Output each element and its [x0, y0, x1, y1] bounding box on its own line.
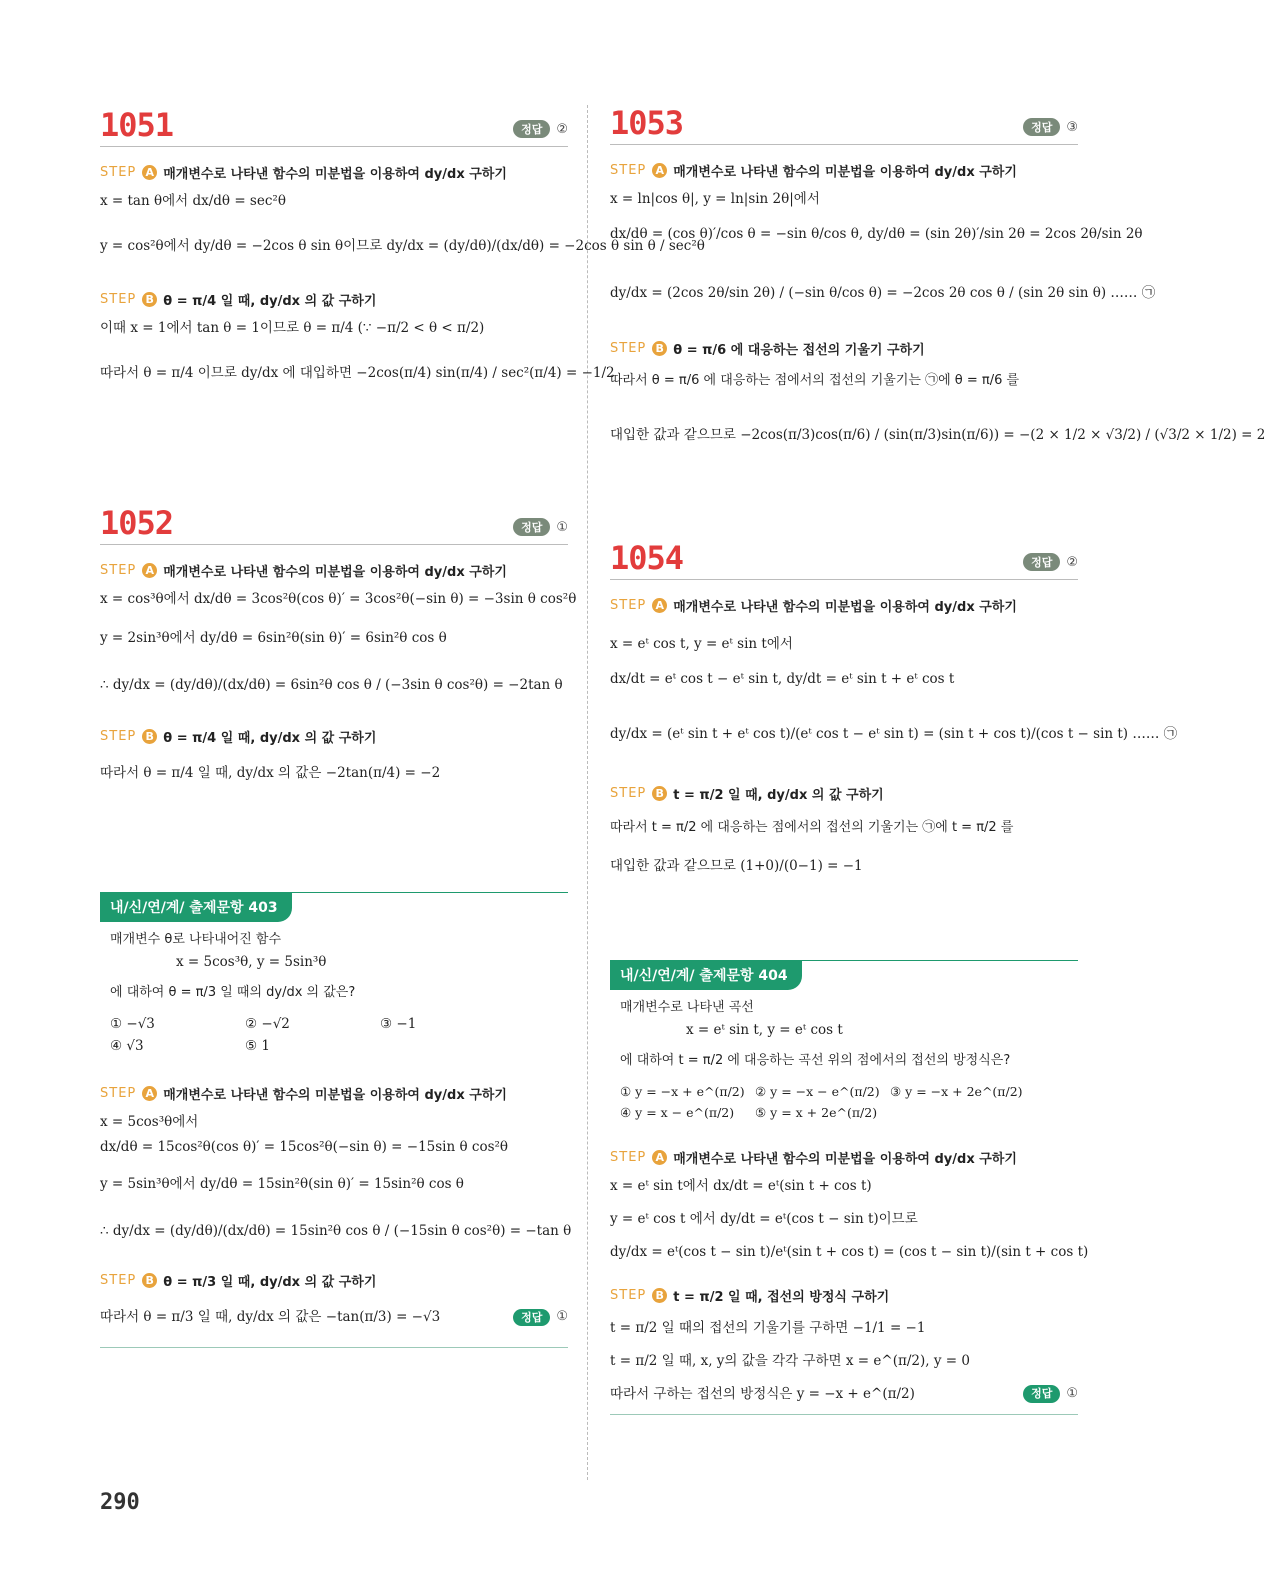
solution-line: y = 2sin³θ에서 dy/dθ = 6sin²θ(sin θ)′ = 6sin²θ cos θ [100, 629, 447, 646]
answer-choices [620, 1084, 1068, 1120]
solution-line: 대입한 값과 같으므로 (1+0)/(0−1) = −1 [610, 857, 863, 874]
choice[interactable]: ① y = −x + e^(π/2) [620, 1084, 745, 1100]
final-answer-line: 따라서 구하는 접선의 방정식은 y = −x + e^(π/2) 정답 ① [610, 1385, 1078, 1402]
callout-end-rule [100, 1347, 568, 1348]
solution-line: dy/dx = (2cos 2θ/sin 2θ) / (−sin θ/cos θ) = −2cos 2θ cos θ / (sin 2θ sin θ) …… ㉠ [610, 284, 1156, 301]
solution-line: 따라서 θ = π/6 에 대응하는 점에서의 접선의 기울기는 ㉠에 θ = π/6 를 [610, 372, 1020, 388]
answer-value: ② [556, 121, 568, 137]
solution-line: 따라서 θ = π/4 이므로 dy/dx 에 대입하면 −2cos(π/4) sin(π/4) / sec²(π/4) = −1/2 [100, 364, 615, 381]
answer-value: ① [556, 1309, 568, 1325]
problem-header [610, 535, 1078, 580]
answer-tag [1023, 1385, 1078, 1403]
callout-end-rule [610, 1414, 1078, 1415]
solution-line: 따라서 t = π/2 에 대응하는 점에서의 접선의 기울기는 ㉠에 t = π/2 를 [610, 819, 1014, 835]
choice[interactable]: ⑤ 1 [245, 1038, 270, 1055]
problem-header [100, 500, 568, 545]
solution-line: ∴ dy/dx = (dy/dθ)/(dx/dθ) = 15sin²θ cos θ / (−15sin θ cos²θ) = −tan θ [100, 1222, 572, 1239]
solution-line: x = cos³θ에서 dx/dθ = 3cos²θ(cos θ)′ = 3cos²θ(−sin θ) = −3sin θ cos²θ [100, 591, 577, 607]
callout-label: 내/신/연/계/ 출제문항 404 [610, 960, 802, 990]
step-a: STEP A 매개변수로 나타낸 함수의 미분법을 이용하여 dy/dx 구하기 [100, 165, 507, 182]
callout-question: 매개변수로 나타낸 곡선 x = eᵗ sin t, y = eᵗ cos t 에 대하여 t = π/2 에 대응하는 곡선 위의 점에서의 접선의 방정식은? ① y = −x + e^(π/2) ② y = −x − e^(π/2) ③ y = −x + 2e^(π/2) ④ y = x − e^(π/2) ⑤ y = x + 2e^(π/2) [610, 989, 1078, 1120]
problem-number: 1051 [100, 106, 174, 144]
solution-line: t = π/2 일 때, x, y의 값을 각각 구하면 x = e^(π/2), y = 0 [610, 1352, 970, 1369]
solution-line: t = π/2 일 때의 접선의 기울기를 구하면 −1/1 = −1 [610, 1319, 926, 1336]
problem-number: 1053 [610, 104, 684, 142]
final-answer-line: 따라서 θ = π/3 일 때, dy/dx 의 값은 −tan(π/3) = −√3 정답 ① [100, 1308, 568, 1325]
answer-value: ③ [1066, 119, 1078, 135]
step-b: STEP B t = π/2 일 때, dy/dx 의 값 구하기 [610, 785, 884, 803]
problem-1054 [610, 535, 1178, 876]
solution-line: dx/dθ = (cos θ)′/cos θ = −sin θ/cos θ, dy/dθ = (sin 2θ)′/sin 2θ = 2cos 2θ/sin 2θ [610, 225, 1143, 242]
choice[interactable]: ③ −1 [380, 1016, 417, 1033]
choice[interactable]: ① −√3 [110, 1016, 155, 1033]
solution-line: dy/dx = (eᵗ sin t + eᵗ cos t)/(eᵗ cos t − eᵗ sin t) = (sin t + cos t)/(cos t − sin t) …… ㉠ [610, 725, 1178, 742]
choice[interactable]: ③ y = −x + 2e^(π/2) [890, 1084, 1023, 1100]
step-a: STEP A 매개변수로 나타낸 함수의 미분법을 이용하여 dy/dx 구하기 [100, 563, 507, 580]
choice[interactable]: ② y = −x − e^(π/2) [755, 1084, 880, 1100]
problem-number: 1052 [100, 504, 174, 542]
solution-line: dx/dt = eᵗ cos t − eᵗ sin t, dy/dt = eᵗ sin t + eᵗ cos t [610, 670, 955, 687]
column-divider [587, 105, 588, 1480]
answer-value: ① [556, 519, 568, 535]
answer-badge: 정답 [513, 518, 550, 536]
answer-tag [513, 518, 568, 536]
solution-line: x = 5cos³θ에서 [100, 1114, 199, 1131]
choice[interactable]: ④ y = x − e^(π/2) [620, 1105, 735, 1121]
problem-number: 1054 [610, 539, 684, 577]
solution-line: 따라서 θ = π/4 일 때, dy/dx 의 값은 −2tan(π/4) = −2 [100, 764, 441, 781]
choice[interactable]: ⑤ y = x + 2e^(π/2) [755, 1105, 878, 1121]
solution-line: x = ln|cos θ|, y = ln|sin 2θ|에서 [610, 191, 820, 207]
solution-line: 이때 x = 1에서 tan θ = 1이므로 θ = π/4 (∵ −π/2 < θ < π/2) [100, 319, 485, 336]
answer-badge: 정답 [1023, 553, 1060, 571]
solution-line: x = eᵗ cos t, y = eᵗ sin t에서 [610, 636, 793, 652]
step-b: STEP B θ = π/3 일 때, dy/dx 의 값 구하기 [100, 1272, 377, 1290]
answer-badge: 정답 [513, 1309, 550, 1326]
callout-label: 내/신/연/계/ 출제문항 403 [100, 892, 292, 922]
step-a: STEP A 매개변수로 나타낸 함수의 미분법을 이용하여 dy/dx 구하기 [610, 598, 1017, 615]
answer-value: ② [1066, 554, 1078, 570]
solution-line: x = eᵗ sin t에서 dx/dt = eᵗ(sin t + cos t) [610, 1178, 872, 1195]
problem-header [610, 100, 1078, 145]
solution-line: x = tan θ에서 dx/dθ = sec²θ [100, 193, 286, 209]
answer-tag [1023, 553, 1078, 571]
answer-choices [110, 1016, 558, 1054]
problem-header [100, 102, 568, 147]
step-a: STEP A 매개변수로 나타낸 함수의 미분법을 이용하여 dy/dx 구하기 [610, 163, 1017, 180]
solution-line: y = cos²θ에서 dy/dθ = −2cos θ sin θ이므로 dy/dx = (dy/dθ)/(dx/dθ) = −2cos θ sin θ / sec²θ [100, 237, 705, 254]
step-b: STEP B θ = π/4 일 때, dy/dx 의 값 구하기 [100, 291, 377, 309]
step-a: STEP A 매개변수로 나타낸 함수의 미분법을 이용하여 dy/dx 구하기 [100, 1086, 507, 1104]
callout-403 [100, 892, 572, 1348]
answer-value: ① [1066, 1386, 1078, 1402]
answer-badge: 정답 [1023, 1385, 1060, 1402]
solution-line: dy/dx = eᵗ(cos t − sin t)/eᵗ(sin t + cos t) = (cos t − sin t)/(sin t + cos t) [610, 1244, 1089, 1261]
page-number: 290 [100, 1490, 140, 1515]
problem-1052 [100, 500, 577, 783]
answer-tag [513, 120, 568, 138]
callout-question: 매개변수 θ로 나타내어진 함수 x = 5cos³θ, y = 5sin³θ 에 대하여 θ = π/3 일 때의 dy/dx 의 값은? ① −√3 ② −√2 ③ −1 ④ √3 ⑤ 1 [100, 921, 568, 1054]
choice[interactable]: ② −√2 [245, 1016, 290, 1033]
callout-404 [610, 960, 1089, 1415]
step-b: STEP B t = π/2 일 때, 접선의 방정식 구하기 [610, 1287, 890, 1305]
solution-line: y = 5sin³θ에서 dy/dθ = 15sin²θ(sin θ)′ = 15sin²θ cos θ [100, 1176, 464, 1193]
answer-badge: 정답 [1023, 118, 1060, 136]
problem-1053 [610, 100, 1265, 445]
step-b: STEP B θ = π/6 에 대응하는 접선의 기울기 구하기 [610, 340, 925, 358]
answer-tag [1023, 118, 1078, 136]
solution-line: ∴ dy/dx = (dy/dθ)/(dx/dθ) = 6sin²θ cos θ / (−3sin θ cos²θ) = −2tan θ [100, 676, 563, 693]
choice[interactable]: ④ √3 [110, 1038, 144, 1055]
step-a: STEP A 매개변수로 나타낸 함수의 미분법을 이용하여 dy/dx 구하기 [610, 1150, 1017, 1168]
solution-line: dx/dθ = 15cos²θ(cos θ)′ = 15cos²θ(−sin θ) = −15sin θ cos²θ [100, 1139, 509, 1156]
solution-line: 대입한 값과 같으므로 −2cos(π/3)cos(π/6) / (sin(π/3)sin(π/6)) = −(2 × 1/2 × √3/2) / (√3/2 × 1/2) = 2 [610, 426, 1265, 443]
solution-line: y = eᵗ cos t 에서 dy/dt = eᵗ(cos t − sin t)이므로 [610, 1211, 918, 1228]
answer-badge: 정답 [513, 120, 550, 138]
answer-tag [513, 1308, 568, 1326]
step-b: STEP B θ = π/4 일 때, dy/dx 의 값 구하기 [100, 728, 377, 746]
